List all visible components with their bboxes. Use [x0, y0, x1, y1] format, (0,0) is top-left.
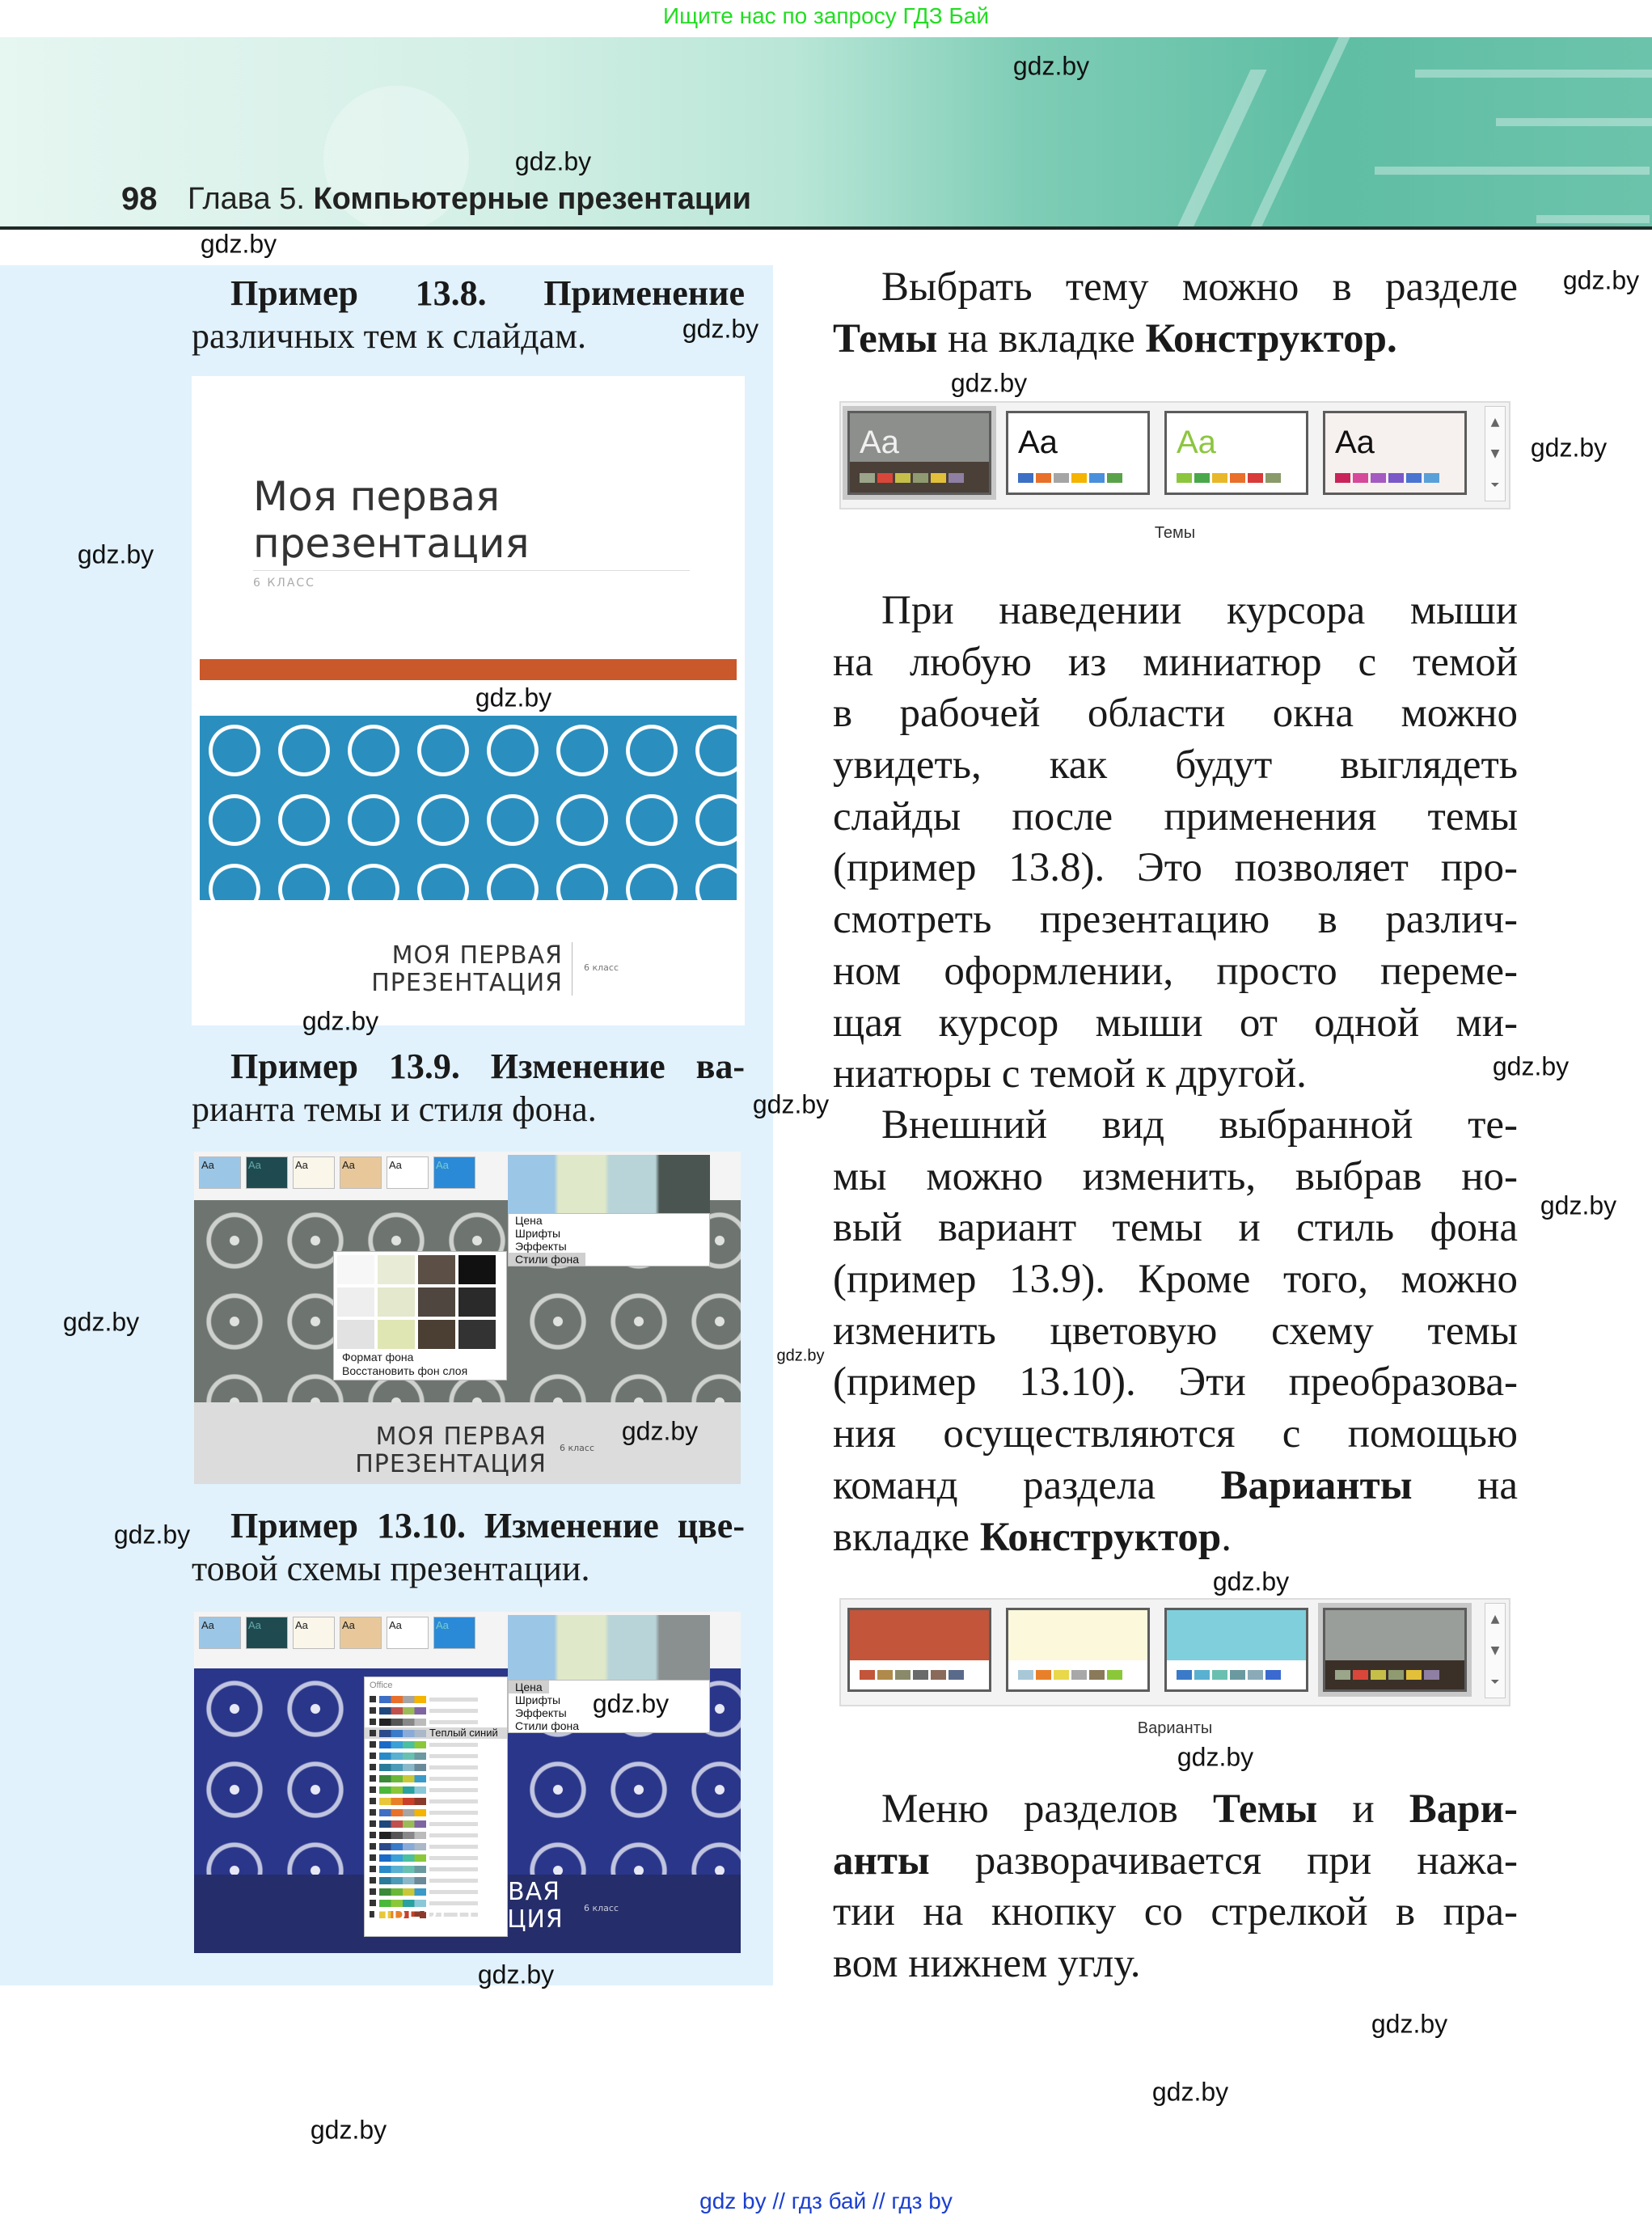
watermark: gdz.by	[682, 314, 759, 344]
color-swatch	[913, 473, 928, 483]
scroll-up-icon[interactable]: ▲	[1490, 416, 1500, 429]
text-line: анты разворачивается при нажа-	[833, 1837, 1518, 1884]
caption-text: Пример 13.8. Применение	[230, 273, 745, 313]
bottom-title-line: МОЯ ПЕРВАЯ	[391, 941, 563, 970]
theme-thumb[interactable]: Aa	[199, 1617, 241, 1649]
color-swatch	[1230, 1670, 1245, 1680]
color-swatch	[1194, 1670, 1210, 1680]
color-swatch	[877, 473, 893, 483]
scroll-down-icon[interactable]: ▼	[1490, 1643, 1500, 1657]
color-swatch	[1089, 473, 1105, 483]
color-scheme-row[interactable]	[365, 1705, 507, 1716]
scheme-name-blurred	[429, 1788, 478, 1792]
theme-thumb[interactable]: Aa	[246, 1156, 288, 1189]
color-swatch	[1194, 473, 1210, 483]
variants-gallery-label: Варианты	[1137, 1719, 1213, 1737]
color-swatch	[1107, 1670, 1122, 1680]
theme-thumb[interactable]: Aa	[199, 1156, 241, 1189]
scheme-name-blurred	[429, 1743, 478, 1747]
watermark: gdz.by	[1530, 433, 1608, 463]
variant-thumbnail[interactable]	[847, 1608, 991, 1692]
menu-item-fonts[interactable]: Шрифты	[515, 1227, 561, 1240]
scheme-name-blurred	[429, 1811, 478, 1815]
scheme-name-blurred	[429, 1833, 478, 1837]
color-scheme-row[interactable]	[365, 1875, 507, 1886]
chapter-title	[188, 181, 751, 217]
scheme-palette	[379, 1866, 426, 1873]
theme-thumb[interactable]: Aa	[433, 1617, 475, 1649]
color-swatch	[1248, 1670, 1263, 1680]
watermark: gdz.by	[113, 1520, 191, 1550]
theme-thumb[interactable]: Aa	[340, 1156, 382, 1189]
caption-line	[192, 1045, 745, 1088]
scheme-palette	[379, 1888, 426, 1896]
bg-style-option[interactable]	[337, 1287, 374, 1317]
watermark: gdz.by	[1492, 1051, 1570, 1081]
color-swatch	[1054, 1670, 1069, 1680]
scheme-name-blurred	[429, 1890, 478, 1894]
watermark: gdz.by	[514, 146, 592, 176]
accent-bar	[200, 659, 737, 680]
theme-thumb[interactable]: Aa	[293, 1156, 335, 1189]
example-13-10-caption	[192, 1504, 745, 1590]
color-swatch	[895, 473, 911, 483]
variants-thumbs[interactable]	[508, 1615, 710, 1680]
paragraph-menu	[833, 1784, 1518, 1990]
bg-style-option[interactable]	[337, 1320, 374, 1349]
text-line: ниатюры с темой к другой.	[833, 1051, 1307, 1097]
menu-item-bg-styles[interactable]: Стили фона	[515, 1719, 580, 1732]
example-13-8-caption	[192, 272, 745, 357]
footer-links[interactable]: gdz by // гдз бай // гдз by	[699, 2188, 953, 2213]
color-scheme-row[interactable]	[365, 1829, 507, 1841]
scheme-palette	[379, 1753, 426, 1760]
watermark: gdz.by	[475, 683, 552, 712]
watermark: gdz.by	[1151, 2077, 1229, 2107]
text-line: в рабочей области окна можно	[833, 691, 1518, 737]
slide-preview-3	[194, 1612, 741, 1953]
scheme-dark-swatch	[370, 1719, 376, 1725]
scheme-dark-swatch	[370, 1832, 376, 1838]
text-line: вый вариант темы и стиль фона	[833, 1205, 1518, 1251]
color-scheme-row[interactable]	[365, 1886, 507, 1897]
color-swatch	[1371, 1670, 1386, 1680]
slide-grade: 6 класс	[584, 1903, 619, 1913]
expand-more-icon[interactable]: ⏷	[1490, 478, 1500, 492]
slide-title-line: Моя первая	[253, 473, 501, 520]
bg-styles-panel	[333, 1251, 507, 1380]
scheme-dark-swatch	[370, 1696, 376, 1702]
scheme-palette	[379, 1696, 426, 1703]
color-swatch	[1371, 473, 1386, 483]
caption-text: Пример 13.10. Изменение цве-	[230, 1506, 745, 1545]
bottom-title-line: ПРЕЗЕНТАЦИЯ	[371, 969, 563, 997]
bg-style-option[interactable]	[378, 1287, 415, 1317]
theme-sample-text: Aa	[1177, 425, 1216, 460]
color-swatch	[860, 1670, 875, 1680]
text-line: вкладке Конструктор.	[833, 1514, 1232, 1560]
color-swatches	[1018, 1670, 1122, 1680]
caption-line	[192, 272, 745, 315]
text-line: (пример 13.9). Кроме того, можно	[833, 1257, 1518, 1303]
text-line: тии на кнопку со стрелкой в пра-	[833, 1889, 1518, 1935]
theme-thumbnail[interactable]	[847, 411, 991, 495]
scheme-name-blurred	[429, 1754, 478, 1758]
bg-style-option[interactable]	[418, 1255, 455, 1284]
scheme-dark-swatch	[370, 1741, 376, 1748]
watermark: gdz.by	[1212, 1567, 1290, 1596]
slide-bottom-title	[508, 1879, 560, 1906]
text-line: (пример 13.8). Это позволяет про-	[833, 845, 1518, 891]
color-swatch	[1406, 473, 1422, 483]
scheme-name-blurred	[429, 1709, 478, 1713]
scheme-palette	[379, 1719, 426, 1726]
color-swatches	[860, 1670, 964, 1680]
scheme-palette	[379, 1843, 426, 1850]
watermark: gdz.by	[950, 368, 1028, 398]
bg-style-option[interactable]	[378, 1320, 415, 1349]
watermark: gdz.by	[200, 229, 277, 259]
color-swatches	[1018, 473, 1122, 483]
text-line: щая курсор мыши от одной ми-	[833, 1000, 1518, 1046]
color-swatch	[949, 1670, 964, 1680]
slide-bottom-title	[372, 1906, 564, 1934]
text-line: (пример 13.10). Эти преобразова-	[833, 1359, 1518, 1406]
bg-style-option[interactable]	[458, 1287, 496, 1317]
text-line: Внешний вид выбранной те-	[881, 1102, 1518, 1148]
scheme-dark-swatch	[370, 1775, 376, 1782]
color-swatch	[860, 473, 875, 483]
scheme-palette	[379, 1730, 426, 1737]
scheme-dark-swatch	[370, 1786, 376, 1793]
text-line: мы можно изменить, выбрав но-	[833, 1153, 1518, 1199]
color-scheme-row[interactable]	[365, 1716, 507, 1727]
color-swatch	[1335, 473, 1350, 483]
example-13-9-caption	[192, 1045, 745, 1131]
text-line: смотреть презентацию в различ-	[833, 897, 1518, 943]
caption-line: рианта темы и стиля фона.	[192, 1089, 597, 1129]
color-swatch	[1353, 1670, 1368, 1680]
color-scheme-row[interactable]	[365, 1852, 507, 1863]
text-line: слайды после применения темы	[833, 793, 1518, 839]
gallery-scroll[interactable]	[1485, 1603, 1506, 1698]
theme-sample-text: Aa	[1335, 425, 1375, 460]
color-swatches	[1177, 473, 1281, 483]
text-line: команд раздела Варианты на	[833, 1462, 1518, 1508]
scheme-name-blurred	[429, 1698, 478, 1702]
color-swatch	[1265, 473, 1281, 483]
variants-menu	[508, 1213, 710, 1266]
bg-style-option[interactable]	[458, 1320, 496, 1349]
scheme-name-blurred	[429, 1856, 478, 1860]
paragraph-choose-theme	[833, 262, 1518, 365]
text-line: изменить цветовую схему темы	[833, 1308, 1518, 1354]
caption-line: различных тем к слайдам.	[192, 316, 586, 356]
menu-item-bg-styles[interactable]: Стили фона	[509, 1253, 585, 1266]
scroll-down-icon[interactable]: ▼	[1490, 446, 1500, 460]
slide-subtitle: 6 КЛАСС	[253, 577, 315, 590]
color-swatch	[931, 1670, 946, 1680]
color-scheme-row[interactable]	[365, 1750, 507, 1761]
scheme-dark-swatch	[370, 1764, 376, 1770]
expand-more-icon[interactable]: ⏷	[1490, 1675, 1500, 1689]
scheme-name-blurred	[429, 1720, 478, 1724]
text-line: Меню разделов Темы и Вари-	[881, 1786, 1519, 1832]
color-swatch	[1230, 473, 1245, 483]
theme-thumb[interactable]: Aa	[433, 1156, 475, 1189]
variants-thumbs[interactable]	[508, 1155, 710, 1213]
watermark: gdz.by	[1540, 1190, 1617, 1220]
color-schemes-list	[364, 1676, 508, 1937]
menu-item-effects[interactable]: Эффекты	[515, 1706, 567, 1719]
watermark: gdz.by	[477, 1960, 555, 1989]
color-scheme-row[interactable]	[365, 1727, 507, 1739]
themes-gallery	[839, 401, 1510, 509]
scheme-dark-swatch	[370, 1843, 376, 1850]
text-line: ном оформлении, просто переме-	[833, 948, 1518, 994]
slide-title-line: презентация	[253, 520, 530, 567]
scheme-name-blurred	[429, 1799, 478, 1803]
color-swatch	[1018, 1670, 1033, 1680]
caption-text: Пример 13.9. Изменение ва-	[230, 1046, 745, 1086]
color-scheme-row[interactable]	[365, 1739, 507, 1750]
bg-styles-grid	[337, 1255, 496, 1349]
gallery-scroll[interactable]	[1485, 406, 1506, 501]
scheme-dark-swatch	[370, 1707, 376, 1714]
slide-grade: 6 класс	[560, 1443, 595, 1453]
scheme-palette	[379, 1707, 426, 1715]
theme-thumbnail[interactable]	[1006, 411, 1150, 495]
scroll-up-icon[interactable]: ▲	[1490, 1613, 1500, 1626]
color-swatch	[1071, 473, 1087, 483]
theme-thumbnail[interactable]	[1323, 411, 1467, 495]
schemes-header: Office	[370, 1681, 393, 1690]
page-number: 98	[121, 181, 158, 217]
scheme-dark-swatch	[370, 1854, 376, 1861]
bottom-title-line: ВАЯ	[508, 1878, 560, 1906]
color-swatch	[1177, 473, 1192, 483]
slide-bottom-title	[355, 1423, 547, 1478]
watermark: gdz.by	[1012, 51, 1090, 81]
scheme-dark-swatch	[370, 1877, 376, 1884]
scheme-palette	[379, 1820, 426, 1828]
theme-thumb[interactable]: Aa	[293, 1617, 335, 1649]
watermark: gdz.by	[310, 2115, 387, 2145]
variant-thumbnail[interactable]	[1164, 1608, 1308, 1692]
theme-sample-text: Aa	[860, 425, 899, 460]
scheme-name-blurred	[429, 1845, 478, 1849]
bg-style-option[interactable]	[378, 1255, 415, 1284]
scheme-dark-swatch	[370, 1730, 376, 1736]
color-swatch	[1388, 1670, 1404, 1680]
color-swatch	[877, 1670, 893, 1680]
color-scheme-row[interactable]	[365, 1795, 507, 1807]
color-scheme-row[interactable]	[365, 1761, 507, 1773]
variants-gallery	[839, 1598, 1510, 1706]
color-swatches	[1177, 1670, 1281, 1680]
color-swatch	[1335, 1670, 1350, 1680]
watermark: gdz.by	[752, 1089, 830, 1119]
color-scheme-row[interactable]	[365, 1863, 507, 1875]
theme-thumb[interactable]: Aa	[340, 1617, 382, 1649]
theme-thumb[interactable]: Aa	[387, 1156, 429, 1189]
color-swatches	[1335, 1670, 1439, 1680]
variant-thumbnail[interactable]	[1006, 1608, 1150, 1692]
color-swatch	[1054, 473, 1069, 483]
bg-style-option[interactable]	[458, 1255, 496, 1284]
chapter-name: Компьютерные презентации	[313, 182, 751, 216]
watermark: gdz.by	[621, 1416, 699, 1446]
scheme-name-blurred	[429, 1777, 478, 1781]
color-scheme-row[interactable]	[365, 1841, 507, 1852]
color-scheme-row[interactable]	[365, 1784, 507, 1795]
color-swatch	[913, 1670, 928, 1680]
slide-bottom-title	[371, 942, 563, 997]
watermark: gdz.by	[62, 1307, 140, 1337]
format-background-item[interactable]: Формат фона	[342, 1351, 414, 1364]
scheme-name-blurred	[429, 1867, 478, 1871]
text-line: вом нижнем углу.	[833, 1941, 1141, 1987]
themes-gallery-label: Темы	[1154, 524, 1196, 542]
watermark: gdz.by	[776, 1347, 825, 1365]
slide-title	[253, 473, 530, 567]
text-line: Темы на вкладке Конструктор.	[833, 315, 1397, 362]
color-scheme-row[interactable]	[365, 1807, 507, 1818]
scheme-palette	[379, 1786, 426, 1794]
bottom-title-line: ПРЕЗЕНТАЦИЯ	[372, 1905, 564, 1934]
scheme-dark-swatch	[370, 1798, 376, 1804]
scheme-palette	[379, 1809, 426, 1816]
scheme-name-blurred	[429, 1879, 478, 1883]
color-swatch	[1036, 473, 1051, 483]
text-line: на любую из миниатюр с темой	[833, 639, 1518, 685]
scheme-dark-swatch	[370, 1809, 376, 1816]
slide-grade: 6 класс	[584, 962, 619, 973]
color-swatch	[895, 1670, 911, 1680]
color-swatch	[1071, 1670, 1087, 1680]
theme-thumbnail[interactable]	[1164, 411, 1308, 495]
scheme-palette	[379, 1775, 426, 1782]
color-scheme-row[interactable]	[365, 1818, 507, 1829]
color-swatch	[931, 473, 946, 483]
bg-style-option[interactable]	[337, 1255, 374, 1284]
text-line: При наведении курсора мыши	[881, 588, 1518, 633]
menu-item-colors[interactable]: Цена	[509, 1681, 549, 1693]
variant-thumbnail[interactable]	[1323, 1608, 1467, 1692]
scheme-name-blurred	[429, 1765, 478, 1769]
paragraph-variants	[833, 1100, 1518, 1563]
menu-item-colors[interactable]: Цена	[515, 1214, 543, 1227]
bottom-title-line: МОЯ ПЕРВАЯ	[375, 1423, 547, 1451]
scheme-palette	[379, 1877, 426, 1884]
color-swatch	[949, 473, 964, 483]
slide-preview-1	[192, 376, 745, 1025]
watermark: gdz.by	[592, 1689, 670, 1719]
color-swatch	[1406, 1670, 1422, 1680]
search-hint: Ищите нас по запросу ГДЗ Бай	[662, 3, 990, 28]
color-swatches	[860, 473, 964, 483]
color-swatch	[1018, 473, 1033, 483]
bottom-title-line: ПРЕЗЕНТАЦИЯ	[355, 1450, 547, 1478]
color-swatch	[1212, 1670, 1227, 1680]
watermark: gdz.by	[1562, 265, 1640, 295]
scheme-dark-swatch	[370, 1753, 376, 1759]
pattern-band	[200, 716, 737, 900]
caption-line	[192, 1504, 745, 1547]
text-line: Выбрать тему можно в разделе	[881, 264, 1518, 310]
schemes-rows	[365, 1693, 507, 1920]
color-swatch	[1248, 473, 1263, 483]
color-scheme-row[interactable]	[365, 1773, 507, 1784]
color-scheme-row[interactable]	[365, 1693, 507, 1705]
color-swatch	[1265, 1670, 1281, 1680]
scheme-palette	[379, 1854, 426, 1862]
scheme-name-blurred	[429, 1901, 478, 1905]
scheme-dark-swatch	[370, 1888, 376, 1895]
bg-style-option[interactable]	[418, 1287, 455, 1317]
bg-menu	[342, 1351, 467, 1378]
color-swatch	[1388, 473, 1404, 483]
theme-thumb[interactable]: Aa	[246, 1617, 288, 1649]
theme-thumb[interactable]: Aa	[387, 1617, 429, 1649]
chapter-prefix: Глава 5.	[188, 182, 305, 216]
color-swatch	[1107, 473, 1122, 483]
divider	[253, 570, 690, 571]
scheme-name-blurred	[429, 1822, 478, 1826]
theme-sample-text: Aa	[1018, 425, 1058, 460]
text-line: увидеть, как будут выглядеть	[833, 742, 1518, 789]
scheme-palette	[379, 1798, 426, 1805]
color-swatch	[1424, 1670, 1439, 1680]
reset-background-item[interactable]: Восстановить фон слоя	[342, 1364, 468, 1377]
scheme-dark-swatch	[370, 1820, 376, 1827]
scheme-palette	[379, 1764, 426, 1771]
watermark: gdz.by	[1371, 2009, 1448, 2039]
color-swatch	[1089, 1670, 1105, 1680]
text-line: ния осуществляются с помощью	[833, 1411, 1518, 1457]
watermark: gdz.by	[1177, 1742, 1254, 1772]
color-swatch	[1212, 473, 1227, 483]
color-swatch	[1353, 473, 1368, 483]
caption-line: товой схемы презентации.	[192, 1549, 590, 1588]
scheme-palette	[379, 1741, 426, 1748]
bg-style-option[interactable]	[418, 1320, 455, 1349]
color-swatches	[1335, 473, 1439, 483]
menu-item-fonts[interactable]: Шрифты	[515, 1693, 561, 1706]
scheme-palette	[379, 1832, 426, 1839]
scheme-dark-swatch	[370, 1866, 376, 1872]
scheme-name: Теплый синий	[429, 1727, 498, 1739]
watermark: gdz.by	[77, 539, 154, 569]
color-swatch	[1177, 1670, 1192, 1680]
menu-item-effects[interactable]: Эффекты	[515, 1240, 567, 1253]
watermark: gdz.by	[302, 1006, 379, 1036]
color-swatch	[1424, 473, 1439, 483]
paragraph-hover	[833, 586, 1518, 1101]
color-swatch	[1036, 1670, 1051, 1680]
